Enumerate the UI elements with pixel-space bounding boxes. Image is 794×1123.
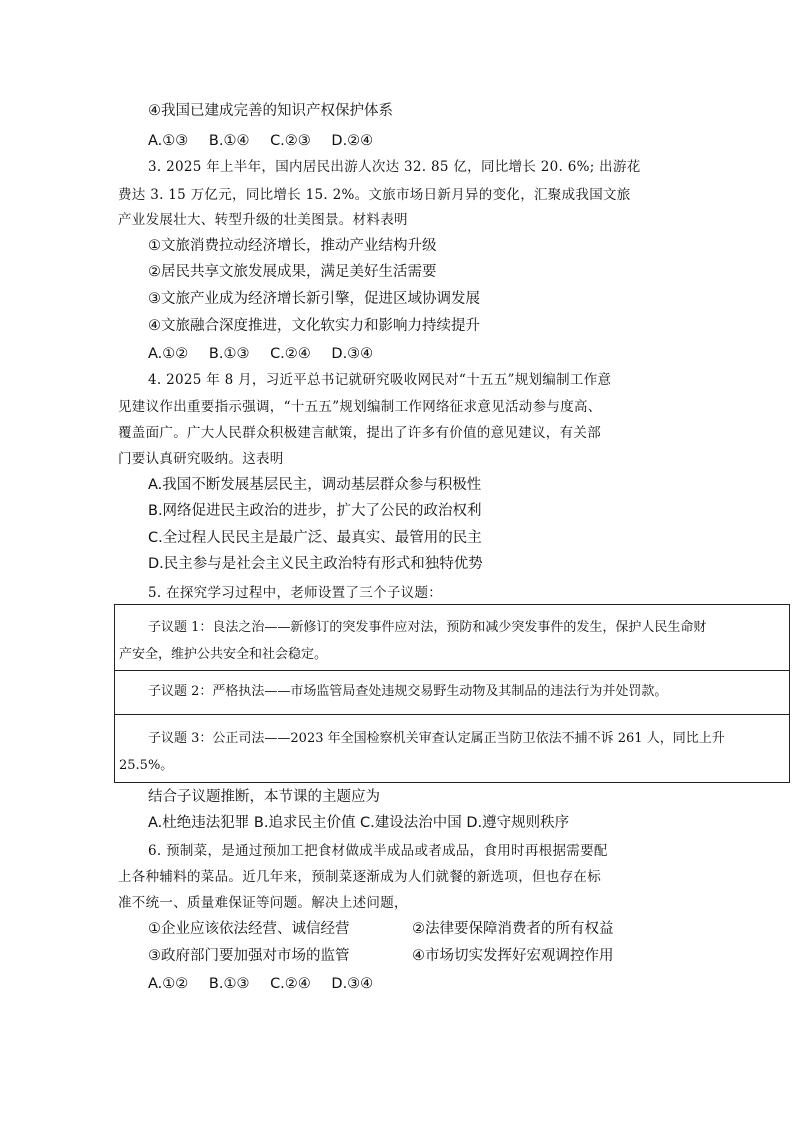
q3-option-c: C.②④: [270, 346, 311, 362]
q6-stem-line-1: 6. 预制菜，是通过预加工把食材做成半成品或者成品，食用时再根据需要配: [148, 843, 608, 859]
q6-option-a: A.①②: [148, 976, 189, 992]
q6-options: [148, 974, 389, 994]
q3-item-4: ④文旅融合深度推进，文化软实力和影响力持续提升: [148, 318, 480, 334]
q3-stem-line-3: 产业发展壮大、转型升级的壮美图景。材料表明: [118, 212, 408, 228]
q3-option-b: B.①③: [208, 346, 250, 362]
q4-option-a: A.我国不断发展基层民主，调动基层群众参与积极性: [148, 477, 482, 493]
q5-options: A.杜绝违法犯罪 B.追求民主价值 C.建设法治中国 D.遵守规则秩序: [148, 815, 570, 831]
subtopic-1-cell: [115, 605, 789, 671]
q2-item-4: ④我国已建成完善的知识产权保护体系: [148, 103, 393, 119]
q2-option-a: A.①③: [148, 133, 189, 149]
q3-item-1: ①文旅消费拉动经济增长，推动产业结构升级: [148, 238, 437, 254]
subtopic-3-line-1: 子议题 3：公正司法——2023 年全国检察机关审查认定属正当防卫依法不捕不诉 261 人，同比上升: [148, 731, 725, 746]
subtopic-3-line-2: 25.5%。: [119, 758, 174, 773]
q6-item-3: ③政府部门要加强对市场的监管: [148, 948, 350, 964]
q4-stem-line-2: 见建议作出重要指示强调，“十五五”规划编制工作网络征求意见活动参与度高、: [118, 399, 602, 415]
q4-option-b: B.网络促进民主政治的进步，扩大了公民的政治权利: [148, 503, 482, 519]
q6-option-c: C.②④: [270, 976, 311, 992]
q2-option-b: B.①④: [208, 133, 250, 149]
q6-item-4: ④市场切实发挥好宏观调控作用: [412, 948, 614, 964]
q3-option-a: A.①②: [148, 346, 189, 362]
q5-stem: 5. 在探究学习过程中，老师设置了三个子议题：: [148, 585, 443, 601]
q5-question: 结合子议题推断，本节课的主题应为: [148, 789, 380, 805]
q3-item-3: ③文旅产业成为经济增长新引擎，促进区域协调发展: [148, 291, 480, 307]
q6-stem-line-3: 准不统一、质量难保证等问题。解决上述问题，: [118, 895, 408, 911]
q4-option-c: C.全过程人民民主是最广泛、最真实、最管用的民主: [148, 530, 482, 546]
q6-item-1: ①企业应该依法经营、诚信经营: [148, 921, 350, 937]
q3-stem-line-2: 费达 3. 15 万亿元，同比增长 15. 2%。文旅市场日新月异的变化，汇聚成我国文旅: [118, 187, 631, 203]
q3-options: [148, 344, 389, 364]
subtopic-1-line-1: 子议题 1：良法之治——新修订的突发事件应对法，预防和减少突发事件的发生，保护人民生命财: [148, 620, 707, 635]
q4-stem-line-4: 门要认真研究吸纳。这表明: [118, 451, 284, 467]
q4-stem-line-3: 覆盖面广。广大人民群众积极建言献策，提出了许多有价值的意见建议，有关部: [118, 425, 601, 441]
subtopic-table: [114, 604, 790, 783]
q3-item-2: ②居民共享文旅发展成果，满足美好生活需要: [148, 264, 437, 280]
subtopic-2-text: 子议题 2：严格执法——市场监管局查处违规交易野生动物及其制品的违法行为并处罚款。: [148, 684, 668, 699]
q3-stem-line-1: 3. 2025 年上半年，国内居民出游人次达 32. 85 亿，同比增长 20. 6%; 出游花: [148, 159, 641, 175]
q6-stem-line-2: 上各种辅料的菜品。近几年来，预制菜逐渐成为人们就餐的新选项，但也存在标: [118, 869, 601, 885]
q2-option-c: C.②③: [270, 133, 311, 149]
q2-options: [148, 131, 389, 151]
q6-option-b: B.①③: [208, 976, 250, 992]
q3-option-d: D.③④: [331, 346, 374, 362]
q6-item-2: ②法律要保障消费者的所有权益: [412, 921, 614, 937]
q4-stem-line-1: 4. 2025 年 8 月，习近平总书记就研究吸收网民对“十五五”规划编制工作意: [148, 372, 612, 388]
subtopic-2-cell: [115, 671, 789, 715]
q2-option-d: D.②④: [331, 133, 374, 149]
q4-option-d: D.民主参与是社会主义民主政治特有形式和独特优势: [148, 556, 483, 572]
subtopic-1-line-2: 产安全，维护公共安全和社会稳定。: [119, 647, 328, 662]
q6-option-d: D.③④: [331, 976, 374, 992]
subtopic-3-cell: [115, 715, 789, 782]
